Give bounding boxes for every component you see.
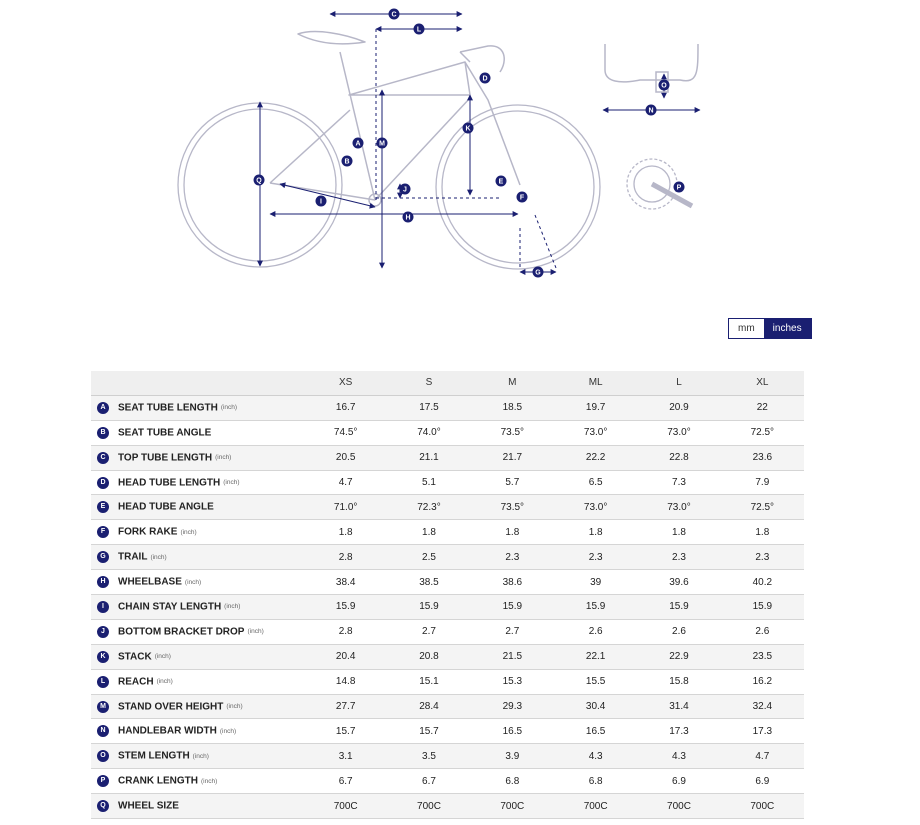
measurement-label — [91, 420, 304, 445]
diagram-badges — [254, 9, 685, 278]
letter-badge: B — [97, 427, 109, 439]
svg-text:G: G — [535, 269, 541, 277]
letter-badge: K — [97, 651, 109, 663]
svg-text:I: I — [320, 198, 322, 206]
svg-text:O: O — [661, 82, 667, 90]
letter-badge: C — [97, 452, 109, 464]
letter-badge: P — [97, 775, 109, 787]
value-cell: 3.5 — [387, 744, 470, 769]
table-row — [91, 619, 804, 644]
value-cell: 20.9 — [637, 395, 720, 420]
value-cell: 2.7 — [471, 619, 554, 644]
header-measurement — [91, 371, 304, 395]
value-cell: 73.0° — [637, 495, 720, 520]
value-cell: 72.5° — [721, 420, 804, 445]
unit-inches-button[interactable]: inches — [764, 319, 811, 338]
value-cell: 73.0° — [554, 420, 637, 445]
measurement-name: TOP TUBE LENGTH — [118, 452, 213, 464]
measurement-unit: (inch) — [201, 777, 218, 785]
letter-badge: E — [97, 501, 109, 513]
value-cell: 72.3° — [387, 495, 470, 520]
value-cell: 2.8 — [304, 545, 387, 570]
value-cell: 71.0° — [304, 495, 387, 520]
svg-text:C: C — [391, 11, 397, 19]
svg-text:F: F — [519, 194, 525, 202]
measurement-name: WHEELBASE — [118, 576, 182, 588]
measurement-label — [91, 570, 304, 595]
measurement-unit: (inch) — [156, 678, 173, 686]
value-cell: 20.8 — [387, 644, 470, 669]
value-cell: 4.7 — [304, 470, 387, 495]
value-cell: 72.5° — [721, 495, 804, 520]
value-cell: 32.4 — [721, 694, 804, 719]
value-cell: 5.1 — [387, 470, 470, 495]
value-cell: 700C — [304, 794, 387, 819]
letter-badge: M — [97, 701, 109, 713]
value-cell: 40.2 — [721, 570, 804, 595]
measurement-name: STEM LENGTH — [118, 750, 190, 762]
svg-text:D: D — [482, 75, 488, 83]
svg-text:B: B — [344, 158, 350, 166]
value-cell: 1.8 — [304, 520, 387, 545]
geometry-table — [91, 371, 804, 819]
measurement-label — [91, 520, 304, 545]
svg-text:A: A — [355, 140, 361, 148]
letter-badge: A — [97, 402, 109, 414]
table-row — [91, 520, 804, 545]
value-cell: 2.3 — [554, 545, 637, 570]
value-cell: 15.9 — [721, 595, 804, 620]
measurement-label — [91, 794, 304, 819]
value-cell: 2.3 — [471, 545, 554, 570]
measurement-unit: (inch) — [223, 479, 240, 486]
header-size: ML — [554, 371, 637, 395]
value-cell: 15.9 — [387, 595, 470, 620]
value-cell: 73.5° — [471, 420, 554, 445]
value-cell: 19.7 — [554, 395, 637, 420]
header-size: S — [387, 371, 470, 395]
value-cell: 23.6 — [721, 445, 804, 470]
measurement-name: HANDLEBAR WIDTH — [118, 725, 217, 737]
value-cell: 2.8 — [304, 619, 387, 644]
svg-text:H: H — [405, 214, 411, 222]
header-size: XL — [721, 371, 804, 395]
value-cell: 2.6 — [637, 619, 720, 644]
table-row — [91, 794, 804, 819]
measurement-label — [91, 395, 304, 420]
value-cell: 73.0° — [554, 495, 637, 520]
value-cell: 16.5 — [554, 719, 637, 744]
value-cell: 74.0° — [387, 420, 470, 445]
letter-badge: L — [97, 676, 109, 688]
table-row — [91, 744, 804, 769]
value-cell: 38.6 — [471, 570, 554, 595]
measurement-label — [91, 470, 304, 495]
measurement-name: SEAT TUBE LENGTH — [118, 402, 218, 414]
value-cell: 2.3 — [721, 545, 804, 570]
letter-badge: O — [97, 750, 109, 762]
table-header-row — [91, 371, 804, 395]
measurement-name: BOTTOM BRACKET DROP — [118, 626, 245, 638]
value-cell: 1.8 — [554, 520, 637, 545]
value-cell: 700C — [637, 794, 720, 819]
measurement-unit: (inch) — [224, 603, 241, 611]
value-cell: 21.7 — [471, 445, 554, 470]
value-cell: 6.8 — [554, 769, 637, 794]
measurement-unit: (inch) — [154, 653, 171, 661]
value-cell: 17.3 — [721, 719, 804, 744]
svg-text:L: L — [416, 26, 422, 34]
measurement-label — [91, 619, 304, 644]
value-cell: 15.1 — [387, 669, 470, 694]
value-cell: 4.3 — [637, 744, 720, 769]
value-cell: 6.8 — [471, 769, 554, 794]
value-cell: 1.8 — [387, 520, 470, 545]
value-cell: 2.6 — [554, 619, 637, 644]
value-cell: 700C — [387, 794, 470, 819]
table-row — [91, 644, 804, 669]
value-cell: 22.2 — [554, 445, 637, 470]
value-cell: 39.6 — [637, 570, 720, 595]
measurement-name: FORK RAKE — [118, 526, 178, 538]
svg-text:K: K — [465, 125, 471, 133]
value-cell: 22.1 — [554, 644, 637, 669]
measurement-label — [91, 595, 304, 620]
front-wheel — [436, 105, 600, 269]
value-cell: 15.9 — [637, 595, 720, 620]
measurement-unit: (inch) — [215, 454, 232, 462]
table-row — [91, 545, 804, 570]
unit-toggle — [728, 318, 812, 339]
measurement-unit: (inch) — [180, 528, 197, 536]
table-row — [91, 445, 804, 470]
value-cell: 15.8 — [637, 669, 720, 694]
measurement-name: CRANK LENGTH — [118, 775, 198, 787]
table-row — [91, 470, 804, 495]
measurement-label — [91, 769, 304, 794]
value-cell: 15.5 — [554, 669, 637, 694]
measurement-label — [91, 445, 304, 470]
value-cell: 2.3 — [637, 545, 720, 570]
value-cell: 700C — [471, 794, 554, 819]
value-cell: 28.4 — [387, 694, 470, 719]
value-cell: 18.5 — [471, 395, 554, 420]
value-cell: 21.1 — [387, 445, 470, 470]
bike-geometry-diagram — [0, 0, 920, 300]
measurement-unit: (inch) — [226, 703, 243, 711]
measurement-unit: (inch) — [184, 578, 202, 586]
measurement-unit: (inch) — [247, 628, 264, 636]
value-cell: 16.2 — [721, 669, 804, 694]
table-row — [91, 769, 804, 794]
value-cell: 3.9 — [471, 744, 554, 769]
table-row — [91, 420, 804, 445]
measurement-label — [91, 669, 304, 694]
value-cell: 700C — [554, 794, 637, 819]
measurement-name: SEAT TUBE ANGLE — [118, 427, 212, 439]
measurement-label — [91, 644, 304, 669]
value-cell: 23.5 — [721, 644, 804, 669]
letter-badge: J — [97, 626, 109, 638]
value-cell: 15.7 — [387, 719, 470, 744]
value-cell: 38.4 — [304, 570, 387, 595]
value-cell: 2.5 — [387, 545, 470, 570]
value-cell: 21.5 — [471, 644, 554, 669]
letter-badge: N — [97, 725, 109, 737]
value-cell: 73.0° — [637, 420, 720, 445]
value-cell: 17.3 — [637, 719, 720, 744]
value-cell: 16.7 — [304, 395, 387, 420]
value-cell: 30.4 — [554, 694, 637, 719]
value-cell: 6.9 — [721, 769, 804, 794]
value-cell: 17.5 — [387, 395, 470, 420]
value-cell: 22.8 — [637, 445, 720, 470]
letter-badge: I — [97, 601, 109, 613]
value-cell: 3.1 — [304, 744, 387, 769]
value-cell: 15.3 — [471, 669, 554, 694]
value-cell: 1.8 — [637, 520, 720, 545]
measurement-name: WHEEL SIZE — [118, 800, 179, 812]
measurement-name: CHAIN STAY LENGTH — [118, 601, 222, 613]
svg-text:J: J — [403, 186, 407, 194]
value-cell: 39 — [554, 570, 637, 595]
letter-badge: Q — [97, 800, 109, 812]
value-cell: 6.9 — [637, 769, 720, 794]
unit-mm-button[interactable]: mm — [729, 319, 764, 338]
handlebar-detail — [605, 44, 698, 92]
table-row — [91, 570, 804, 595]
measurement-unit: (inch) — [192, 752, 209, 760]
svg-text:Q: Q — [256, 177, 262, 185]
value-cell: 29.3 — [471, 694, 554, 719]
letter-badge: G — [97, 551, 109, 563]
measurement-unit: (inch) — [219, 727, 237, 735]
value-cell: 15.9 — [554, 595, 637, 620]
table-row — [91, 669, 804, 694]
value-cell: 7.3 — [637, 470, 720, 495]
measurement-name: STAND OVER HEIGHT — [118, 701, 224, 713]
value-cell: 73.5° — [471, 495, 554, 520]
table-row — [91, 595, 804, 620]
value-cell: 74.5° — [304, 420, 387, 445]
value-cell: 31.4 — [637, 694, 720, 719]
measurement-label — [91, 495, 304, 520]
value-cell: 1.8 — [721, 520, 804, 545]
measurement-label — [91, 744, 304, 769]
measurement-unit: (inch) — [220, 404, 238, 412]
value-cell: 1.8 — [471, 520, 554, 545]
value-cell: 6.7 — [304, 769, 387, 794]
svg-text:E: E — [498, 178, 504, 186]
value-cell: 15.9 — [304, 595, 387, 620]
svg-text:P: P — [676, 184, 682, 192]
header-size: M — [471, 371, 554, 395]
value-cell: 22.9 — [637, 644, 720, 669]
svg-text:M: M — [379, 140, 385, 148]
value-cell: 4.3 — [554, 744, 637, 769]
header-size: XS — [304, 371, 387, 395]
measurement-label — [91, 719, 304, 744]
value-cell: 22 — [721, 395, 804, 420]
letter-badge: H — [97, 576, 109, 588]
measurement-name: REACH — [118, 676, 154, 688]
header-size: L — [637, 371, 720, 395]
value-cell: 14.8 — [304, 669, 387, 694]
value-cell: 700C — [721, 794, 804, 819]
measurement-label — [91, 694, 304, 719]
table-row — [91, 694, 804, 719]
value-cell: 38.5 — [387, 570, 470, 595]
value-cell: 6.7 — [387, 769, 470, 794]
value-cell: 7.9 — [721, 470, 804, 495]
value-cell: 4.7 — [721, 744, 804, 769]
value-cell: 2.7 — [387, 619, 470, 644]
measurement-name: HEAD TUBE ANGLE — [118, 501, 214, 513]
table-row — [91, 719, 804, 744]
letter-badge: F — [97, 526, 109, 538]
value-cell: 15.7 — [304, 719, 387, 744]
table-row — [91, 395, 804, 420]
value-cell: 2.6 — [721, 619, 804, 644]
svg-text:N: N — [648, 107, 654, 115]
table-row — [91, 495, 804, 520]
value-cell: 16.5 — [471, 719, 554, 744]
value-cell: 6.5 — [554, 470, 637, 495]
measurement-label — [91, 545, 304, 570]
value-cell: 5.7 — [471, 470, 554, 495]
measurement-unit: (inch) — [150, 553, 167, 561]
letter-badge: D — [97, 477, 109, 489]
measurement-name: STACK — [118, 651, 152, 663]
value-cell: 20.5 — [304, 445, 387, 470]
measurement-name: TRAIL — [118, 551, 148, 563]
measurement-name: HEAD TUBE LENGTH — [118, 477, 221, 488]
value-cell: 27.7 — [304, 694, 387, 719]
value-cell: 15.9 — [471, 595, 554, 620]
value-cell: 20.4 — [304, 644, 387, 669]
